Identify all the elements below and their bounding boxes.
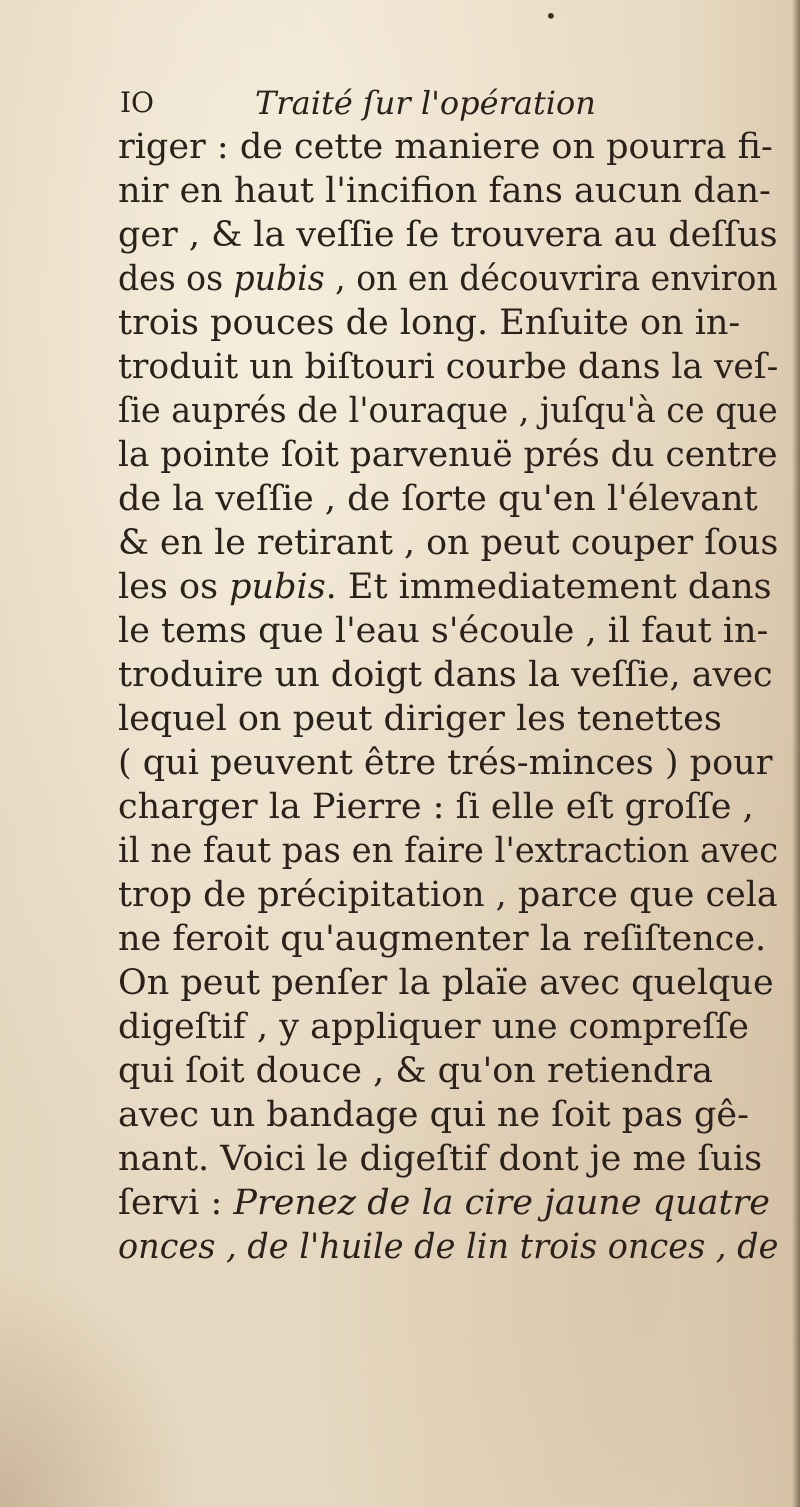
text-line: troduire un doigt dans la veſſie, avec [118, 655, 773, 695]
running-title: Traité ſur l'opération [255, 84, 596, 122]
text-line: trop de précipitation , parce que cela [118, 875, 778, 915]
text-line: lequel on peut diriger les tenettes [118, 699, 722, 739]
text-line: troduit un biſtouri courbe dans la veſ- [118, 347, 779, 387]
italic-term: pubis [233, 259, 325, 299]
text-line: la pointe ſoit parvenuë prés du centre [118, 435, 778, 475]
text-line: ne feroit qu'augmenter la reſiſtence. [118, 919, 767, 959]
text-line: le tems que l'eau s'écoule , il faut in- [118, 611, 769, 651]
text-line: de la veſſie , de ſorte qu'en l'élevant [118, 479, 758, 519]
text-line: ger , & la veſſie ſe trouvera au deſſus [118, 215, 778, 255]
text-line: digeſtif , y appliquer une compreſſe [118, 1007, 749, 1047]
italic-term: pubis [229, 567, 326, 607]
text-line: les os pubis. Et immediatement dans [118, 567, 772, 607]
text-line: trois pouces de long. Enſuite on in- [118, 303, 741, 343]
text-line: charger la Pierre : ſi elle eſt groſſe , [118, 787, 754, 827]
text-line: nant. Voici le digeſtif dont je me ſuis [118, 1139, 763, 1179]
text-line: On peut penſer la plaïe avec quelque [118, 963, 774, 1003]
text-line [118, 1225, 778, 1269]
italic-text: Prenez de la cire jaune quatre [233, 1183, 770, 1223]
text-line: il ne faut pas en faire l'extraction avec [118, 831, 779, 871]
page-number: IO [120, 86, 155, 119]
text-line: des os pubis , on en découvrira environ [118, 259, 778, 299]
text-line: ( qui peuvent être trés-minces ) pour [118, 743, 773, 783]
text-line: ſie auprés de l'ouraque , juſqu'à ce que [118, 391, 778, 431]
text-line: ſervi : Prenez de la cire jaune quatre [118, 1183, 770, 1223]
text-line: nir en haut l'incifion fans aucun dan- [118, 171, 771, 211]
page-edge-shadow [792, 0, 800, 1507]
text-line: avec un bandage qui ne ſoit pas gê- [118, 1095, 749, 1135]
text-line: riger : de cette maniere on pourra fi- [118, 127, 773, 167]
text-line: & en le retirant , on peut couper ſous [118, 523, 779, 563]
printer-mark: • [545, 4, 557, 28]
text-line: qui ſoit douce , & qu'on retiendra [118, 1051, 713, 1091]
page-header [0, 82, 800, 124]
italic-text: onces , de l'huile de lin trois onces , de [118, 1227, 779, 1267]
paper-stain [0, 1267, 200, 1507]
